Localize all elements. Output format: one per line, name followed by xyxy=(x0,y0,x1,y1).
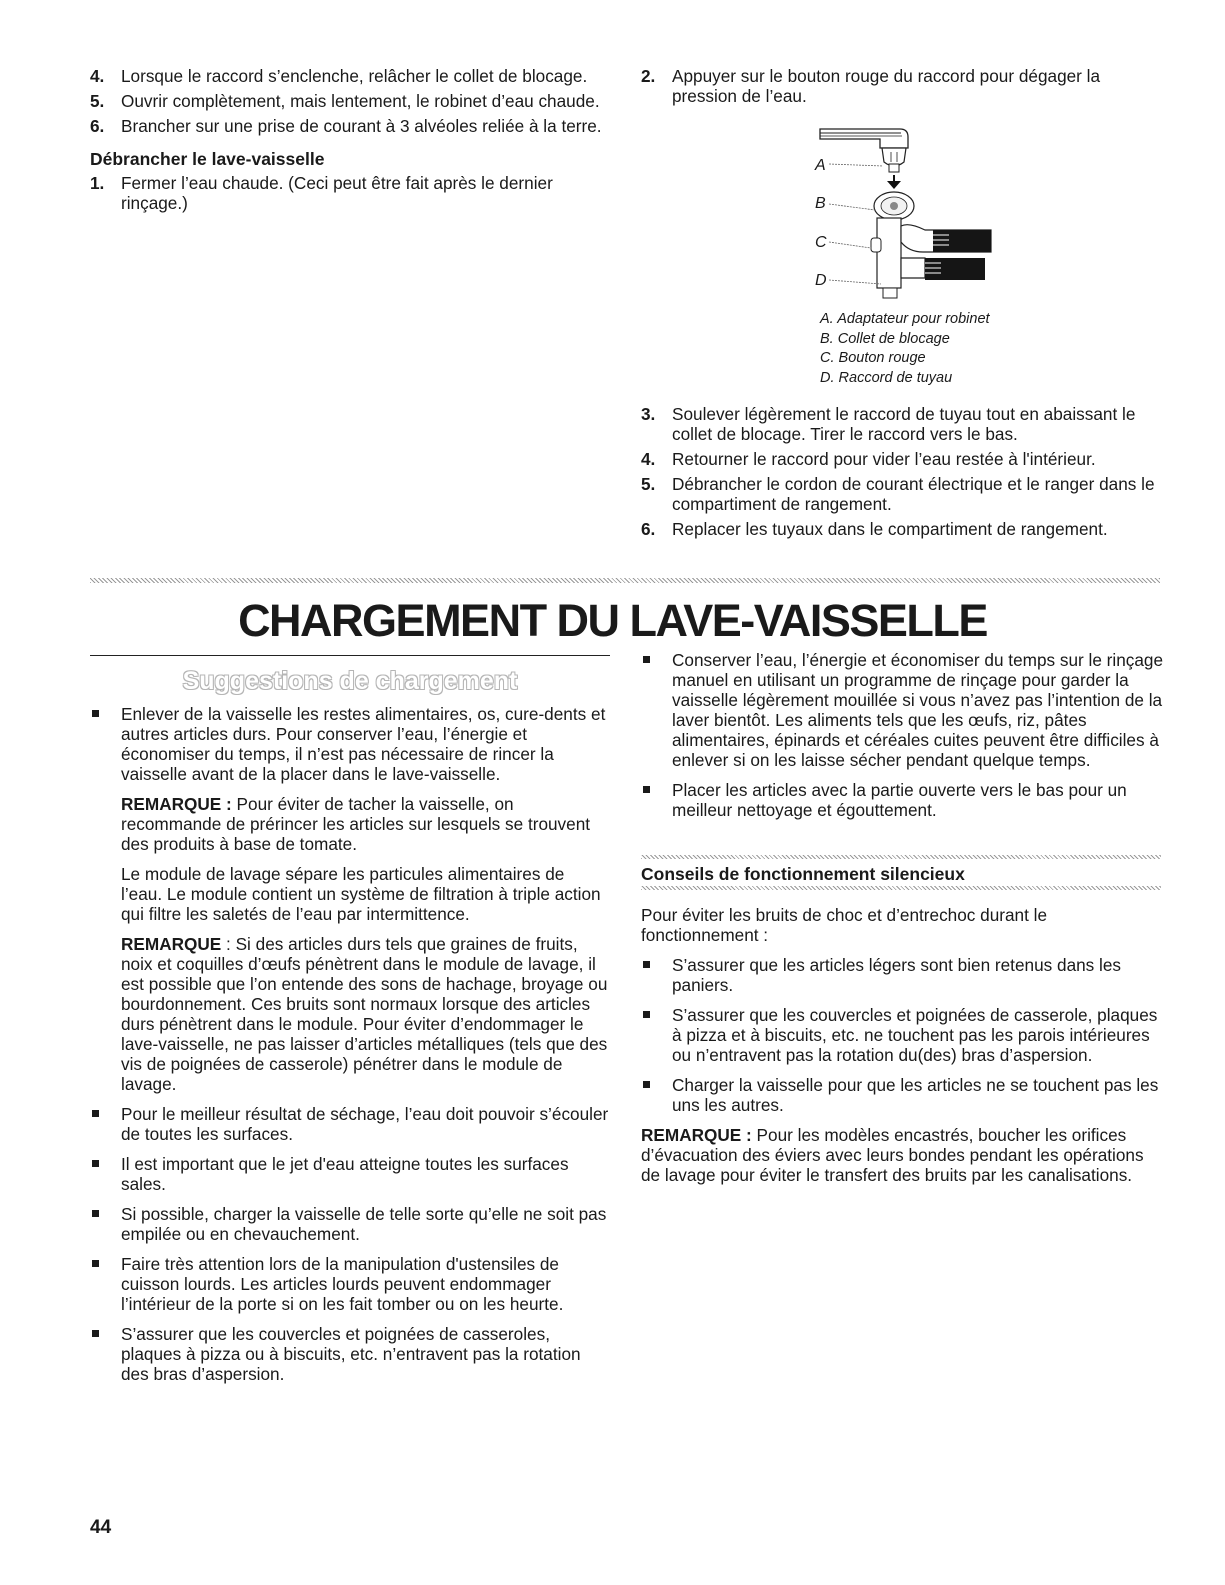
faucet-adapter-illustration xyxy=(805,126,1005,306)
list-item xyxy=(90,1154,610,1194)
caption-d: D. Raccord de tuyau xyxy=(820,369,953,386)
step-text: Débrancher le cordon de courant électrique et le ranger dans le compartiment de rangement. xyxy=(672,474,1155,514)
subheading-rule-bottom xyxy=(641,886,1161,890)
page-number: 44 xyxy=(90,1517,112,1538)
note-text: : Si des articles durs tels que graines de fruits, noix et coquilles d’œufs pénètrent dans le module de lavage, il est possible que l’on entende des sons de hachage, broyage ou bourdonnement. Ces bruits sont normaux lorsque des articles durs pénètrent dans le module. Pour éviter d’endommager le lave-vaisselle, ne pas laisser d’articles métalliques (tels que des vis de poignées de casserole) pénétrer dans le module de lavage. xyxy=(121,934,608,1094)
bullet-text: Il est important que le jet d'eau atteigne toutes les surfaces sales. xyxy=(121,1154,569,1194)
step-text: Soulever légèrement le raccord de tuyau tout en abaissant le collet de blocage. Tirer le raccord vers le bas. xyxy=(672,404,1136,444)
step-number: 3. xyxy=(641,404,656,424)
note-tomato xyxy=(121,794,610,854)
disconnect-steps-continued xyxy=(641,66,1161,106)
figure-letter-a: A xyxy=(815,157,826,174)
list-item xyxy=(641,1005,1166,1065)
wash-module-paragraph: Le module de lavage sépare les particules alimentaires de l’eau. Le module contient un système de filtration à triple action qui filtre les saletés de l’eau par intermittence. xyxy=(121,864,601,924)
caption-a: A. Adaptateur pour robinet xyxy=(820,311,990,327)
step-number: 1. xyxy=(90,173,105,193)
loading-tips-list xyxy=(90,704,610,784)
caption-c: C. Bouton rouge xyxy=(820,350,926,366)
bullet-text: S’assurer que les articles légers sont bien retenus dans les paniers. xyxy=(672,955,1122,995)
quiet-operation-intro: Pour éviter les bruits de choc et d’entrechoc durant le fonctionnement : xyxy=(641,905,1048,945)
step-number: 6. xyxy=(641,519,656,539)
list-item xyxy=(90,1254,610,1314)
bullet-text: S’assurer que les couvercles et poignées de casserole, plaques à pizza et à biscuits, etc. ne touchent pas les parois intérieures ou n’entravent pas la rotation du(des) bras d’aspersion. xyxy=(672,1005,1158,1065)
step-text: Retourner le raccord pour vider l’eau restée à l'intérieur. xyxy=(672,449,1096,469)
lower-right-column xyxy=(641,650,1166,830)
disconnect-steps-final xyxy=(641,404,1166,539)
step-number: 2. xyxy=(641,66,656,86)
quiet-operation-list xyxy=(641,955,1166,1115)
bullet-text: S’assurer que les couvercles et poignées de casseroles, plaques à pizza ou à biscuits, etc. n’entravent pas la rotation des bras d’aspersion. xyxy=(121,1324,581,1384)
section-title: Suggestions de chargement xyxy=(182,667,518,695)
step-text: Replacer les tuyaux dans le compartiment de rangement. xyxy=(672,519,1108,539)
step-text: Ouvrir complètement, mais lentement, le robinet d’eau chaude. xyxy=(121,91,600,111)
step-text: Appuyer sur le bouton rouge du raccord pour dégager la pression de l’eau. xyxy=(672,66,1101,106)
faucet-adapter-figure xyxy=(805,126,1005,306)
list-item xyxy=(90,91,620,111)
caption-b: B. Collet de blocage xyxy=(820,330,950,347)
loading-tips-right-list xyxy=(641,650,1166,820)
list-item xyxy=(90,173,620,213)
top-left-column xyxy=(90,66,620,218)
note-label: REMARQUE : xyxy=(121,794,232,814)
top-right-steps-after xyxy=(641,404,1166,544)
list-item xyxy=(641,1075,1166,1115)
connect-steps-list xyxy=(90,66,620,136)
step-text: Brancher sur une prise de courant à 3 alvéoles reliée à la terre. xyxy=(121,116,602,136)
bullet-text: Charger la vaisselle pour que les articles ne se touchent pas les uns les autres. xyxy=(672,1075,1159,1115)
bullet-text: Enlever de la vaisselle les restes alimentaires, os, cure-dents et autres articles durs. Pour conserver l’eau, l’énergie et économiser du temps, il n’est pas nécessaire de rincer la vaisselle avant de la placer dans le lave-vaisselle. xyxy=(121,704,606,784)
list-item xyxy=(90,1324,610,1384)
note-text: Pour les modèles encastrés, boucher les orifices d’évacuation des éviers avec leurs bondes pendant les opérations de lavage pour éviter le transfert des bruits par les canalisations. xyxy=(641,1125,1144,1185)
subheading-rule-top xyxy=(641,855,1161,859)
section-divider xyxy=(90,578,1160,583)
step-number: 5. xyxy=(90,91,105,111)
list-item xyxy=(641,955,1166,995)
note-text: Pour éviter de tacher la vaisselle, on recommande de prérincer les articles sur lesquels se trouvent des produits à base de tomate. xyxy=(121,794,591,854)
list-item xyxy=(641,404,1166,444)
bullet-text: Si possible, charger la vaisselle de telle sorte qu’elle ne soit pas empilée ou en chevauchement. xyxy=(121,1204,607,1244)
loading-tips-list-continued xyxy=(90,1104,610,1384)
figure-letter-b: B xyxy=(815,195,826,212)
list-item xyxy=(641,449,1166,469)
note-hard-items xyxy=(121,934,610,1094)
lower-left-column xyxy=(90,704,610,1394)
disconnect-steps-list xyxy=(90,173,620,213)
list-item xyxy=(641,650,1166,770)
step-text: Lorsque le raccord s’enclenche, relâcher le collet de blocage. xyxy=(121,66,588,86)
list-item xyxy=(90,116,620,136)
note-label: REMARQUE : xyxy=(641,1125,752,1145)
list-item xyxy=(90,1104,610,1144)
list-item xyxy=(90,704,610,784)
quiet-operation-section xyxy=(641,905,1166,1195)
list-item xyxy=(641,474,1166,514)
list-item xyxy=(90,1204,610,1244)
list-item xyxy=(641,66,1161,106)
bullet-text: Placer les articles avec la partie ouverte vers le bas pour un meilleur nettoyage et égouttement. xyxy=(672,780,1127,820)
figure-letter-c: C xyxy=(815,234,827,251)
figure-captions xyxy=(820,310,1140,388)
step-text: Fermer l’eau chaude. (Ceci peut être fait après le dernier rinçage.) xyxy=(121,173,553,213)
quiet-operation-heading: Conseils de fonctionnement silencieux xyxy=(641,864,965,884)
disconnect-heading: Débrancher le lave-vaisselle xyxy=(90,149,325,169)
note-label: REMARQUE xyxy=(121,934,222,954)
section-title-rule xyxy=(90,655,610,656)
bullet-text: Pour le meilleur résultat de séchage, l’eau doit pouvoir s’écouler de toutes les surfaces. xyxy=(121,1104,609,1144)
step-number: 6. xyxy=(90,116,105,136)
list-item xyxy=(641,780,1166,820)
step-number: 4. xyxy=(641,449,656,469)
list-item xyxy=(641,519,1166,539)
list-item xyxy=(90,66,620,86)
note-built-in-models xyxy=(641,1125,1166,1185)
bullet-text: Conserver l’eau, l’énergie et économiser du temps sur le rinçage manuel en utilisant un programme de rinçage pour garder la vaisselle légèrement mouillée si vous n’avez pas l’intention de la laver bientôt. Les aliments tels que les œufs, riz, pâtes alimentaires, épinards et céréales cuites peuvent être difficiles à enlever si on les laisse sécher pendant quelque temps. xyxy=(672,650,1164,770)
figure-letter-d: D xyxy=(815,272,827,289)
step-number: 5. xyxy=(641,474,656,494)
top-right-column xyxy=(641,66,1161,111)
bullet-text: Faire très attention lors de la manipulation d'ustensiles de cuisson lourds. Les articles lourds peuvent endommager l’intérieur de la porte si on les fait tomber ou on les heurte. xyxy=(121,1254,564,1314)
step-number: 4. xyxy=(90,66,105,86)
main-title: CHARGEMENT DU LAVE-VAISSELLE xyxy=(238,595,987,646)
